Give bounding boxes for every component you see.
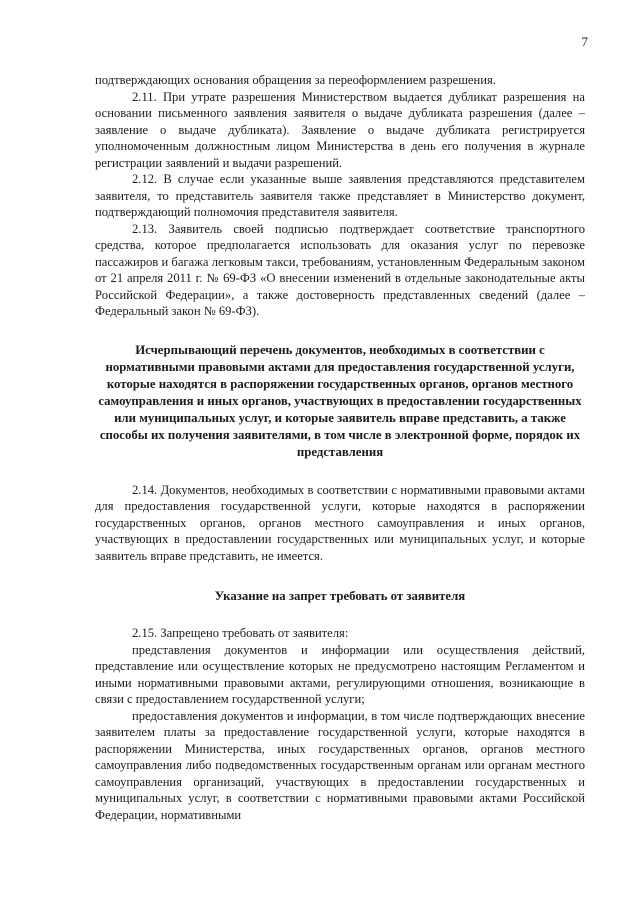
paragraph-2-15: 2.15. Запрещено требовать от заявителя: (132, 626, 349, 640)
page-number: 7 (581, 34, 588, 49)
paragraph-prohibition-2: предоставления документов и информации, в том числе подтверждающих внесение заявителем платы за предоставление государственной услуги, которые находятся в распоряжении Министерства, иных государственных органов, органов местного самоуправления либо подведомственных государственным органам или органам местного самоуправления организаций, участвующих в предоставлении государственных и муниципальных услуг, в соответствии с нормативными правовыми актами Российской Федерации, нормативными (95, 708, 585, 822)
section-heading-documents: Исчерпывающий перечень документов, необходимых в соответствии с нормативными правовыми актами для предоставления государственной услуги, которые находятся в распоряжении государственных органов, органов местного самоуправления и иных органов, участвующих в предоставлении государственных или муниципальных услуг, и которые заявитель вправе представить, а также способы их получения заявителями, в том числе в электронной форме, порядок их представления (98, 342, 582, 459)
paragraph-2-14: 2.14. Документов, необходимых в соответствии с нормативными правовыми актами для предоставления государственной услуги, которые находятся в распоряжении государственных органов, органов местного самоуправления и иных органов, участвующих в предоставлении государственных или муниципальных услуг, и которые заявитель вправе представить, не имеется. (95, 482, 585, 563)
spacer (95, 564, 585, 588)
spacer (95, 605, 585, 625)
paragraph-2-13: 2.13. Заявитель своей подписью подтверждает соответствие транспортного средства, которое предполагается использовать для оказания услуг по перевозке пассажиров и багажа легковым такси, требованиям, установленным Федеральным законом от 21 апреля 2011 г. № 69-ФЗ «О внесении изменений в отдельные законодательные акты Российской Федерации», а также достоверность представленных сведений (далее – Федеральный закон № 69-ФЗ). (95, 221, 585, 318)
paragraph-continuation: подтверждающих основания обращения за переоформлением разрешения. (95, 73, 496, 87)
paragraph-2-12: 2.12. В случае если указанные выше заявления представляются представителем заявителя, то представитель заявителя также представляет в Министерство документ, подтверждающий полномочия представителя заявителя. (95, 172, 585, 219)
paragraph-prohibition-1: представления документов и информации или осуществления действий, представление или осуществление которых не предусмотрено настоящим Регламентом и иными нормативными правовыми актами, регулирующими отношения, возникающие в связи с предоставлением государственной услуги; (95, 642, 585, 706)
section-heading-prohibition: Указание на запрет требовать от заявителя (214, 589, 466, 603)
paragraph-2-11: 2.11. При утрате разрешения Министерством выдается дубликат разрешения на основании письменного заявления заявителя о выдаче дубликата разрешения (далее – заявление о выдаче дубликата). Заявление о выдаче дубликата регистрируется уполномоченным должностным лицом Министерства в день его получения в журнале регистрации заявлений и выдачи разрешений. (95, 89, 585, 170)
spacer (95, 320, 585, 342)
document-body (95, 72, 585, 823)
spacer (95, 461, 585, 482)
